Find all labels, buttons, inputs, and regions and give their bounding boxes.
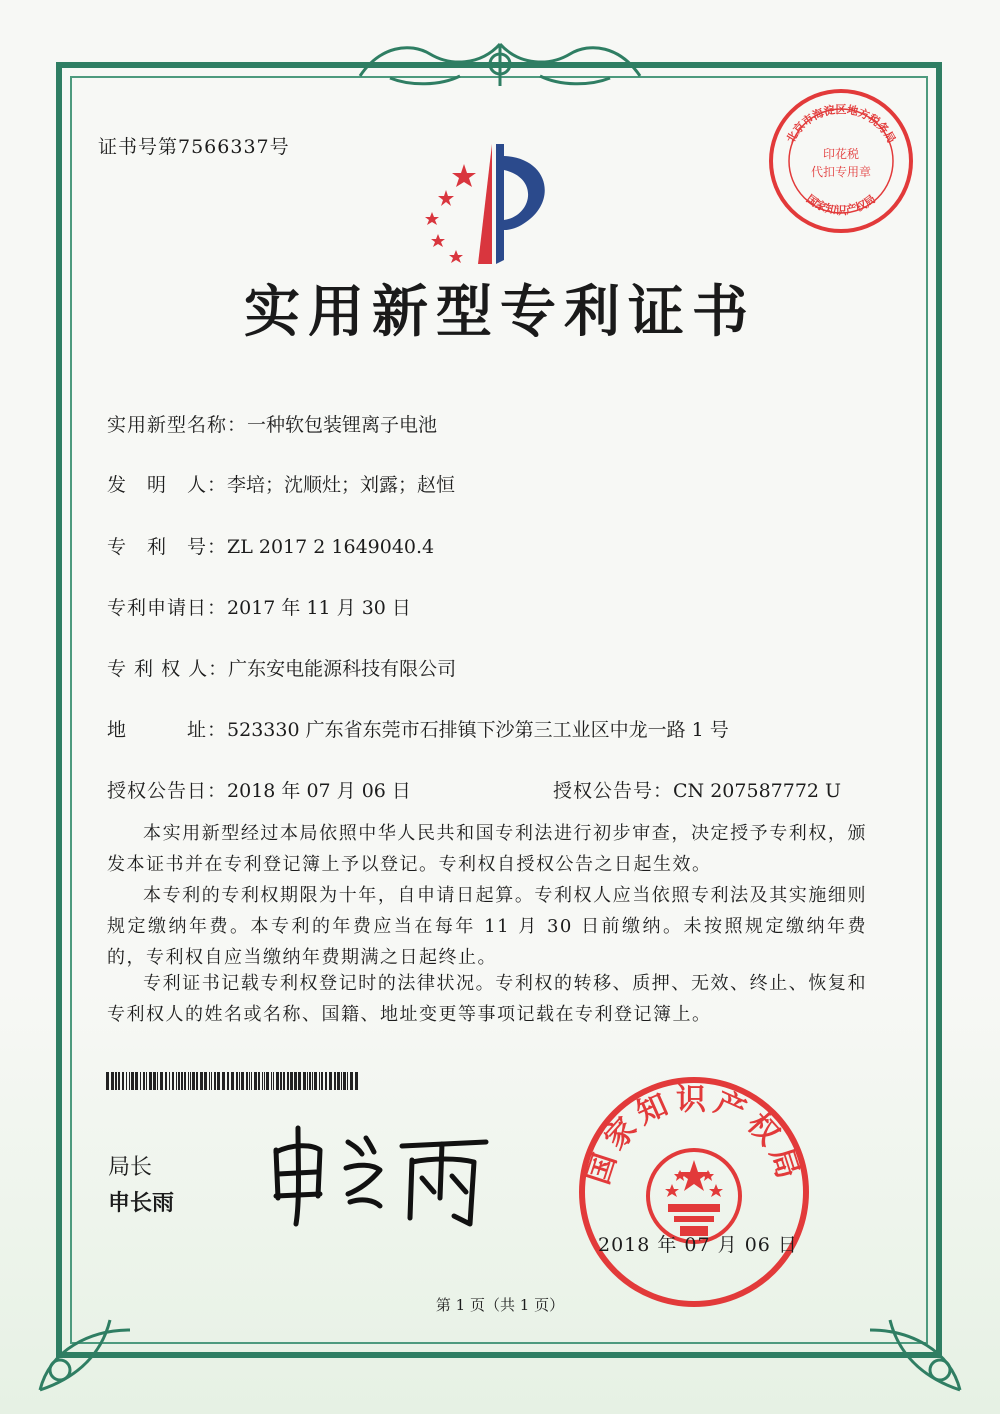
field-value: 2017 年 11 月 30 日 (227, 597, 411, 619)
tax-stamp-center-line1: 印花税 (822, 147, 860, 161)
field-filing-date (107, 593, 411, 620)
field-label: 授权公告日： (107, 780, 228, 802)
certificate-number: 证书号第7566337号 (98, 136, 290, 158)
field-label: 发 明 人： (107, 474, 228, 496)
director-title: 局长 (108, 1155, 153, 1180)
certificate-title: 实用新型专利证书 (244, 280, 756, 345)
field-label: 授权公告号： (553, 780, 674, 802)
official-seal-icon (576, 1074, 812, 1310)
field-label: 专 利 号： (107, 536, 228, 558)
field-inventors (107, 470, 455, 497)
seal-date: 2018 年 07 月 06 日 (598, 1234, 798, 1256)
field-label: 实用新型名称： (107, 414, 248, 436)
paragraph-grant-statement: 本实用新型经过本局依照中华人民共和国专利法进行初步审查，决定授予专利权，颁发本证书并在专利登记簿上予以登记。专利权自授权公告之日起生效。 (107, 823, 867, 875)
field-grant-number (553, 776, 841, 803)
field-value: 523330 广东省东莞市石排镇下沙第三工业区中龙一路 1 号 (227, 719, 729, 741)
field-value: 一种软包装锂离子电池 (247, 414, 438, 436)
field-utility-model-name (107, 410, 437, 437)
field-grant-date (107, 776, 411, 803)
field-value: 广东安电能源科技有限公司 (228, 658, 457, 680)
field-patent-holder (107, 654, 456, 681)
patent-office-emblem-icon (408, 130, 568, 270)
director-name: 申长雨 (108, 1191, 175, 1216)
field-label: 专 利 权 人： (107, 658, 229, 680)
paragraph-legal-status: 专利证书记载专利权登记时的法律状况。专利权的转移、质押、无效、终止、恢复和专利权人的姓名或名称、国籍、地址变更等事项记载在专利登记簿上。 (107, 973, 867, 1025)
field-patent-number (107, 532, 434, 559)
field-value: 2018 年 07 月 06 日 (227, 780, 411, 802)
field-label: 专利申请日： (107, 597, 228, 619)
field-label: 地 址： (107, 719, 228, 741)
field-value: CN 207587772 U (673, 780, 842, 802)
seal-ring-text: 国家知识产权局 (580, 1082, 808, 1189)
field-address (107, 715, 729, 742)
paragraph-term-and-fees: 本专利的专利权期限为十年，自申请日起算。专利权人应当依照专利法及其实施细则规定缴纳年费。本专利的年费应当在每年 11 月 30 日前缴纳。未按照规定缴纳年费的，专利权自应当缴纳年费期满之日起终止。 (107, 885, 867, 968)
field-value: 李培；沈顺灶；刘露；赵恒 (227, 474, 456, 496)
tax-stamp-bottom-text: 国家知识产权局 (803, 192, 879, 217)
top-ornament (340, 36, 660, 96)
director-signature-icon (262, 1120, 492, 1230)
tax-stamp-center-line2: 代扣专用章 (810, 165, 872, 179)
field-value: ZL 2017 2 1649040.4 (227, 536, 435, 558)
stamp-duty-seal-icon (766, 86, 916, 236)
svg-text:北京市海淀区地方税务局 (784, 102, 898, 145)
barcode-icon (106, 1072, 360, 1090)
page-number: 第 1 页（共 1 页） (435, 1296, 565, 1314)
tax-stamp-ring-text: 北京市海淀区地方税务局 (783, 103, 899, 146)
svg-text:国家知识产权局 (804, 192, 878, 217)
